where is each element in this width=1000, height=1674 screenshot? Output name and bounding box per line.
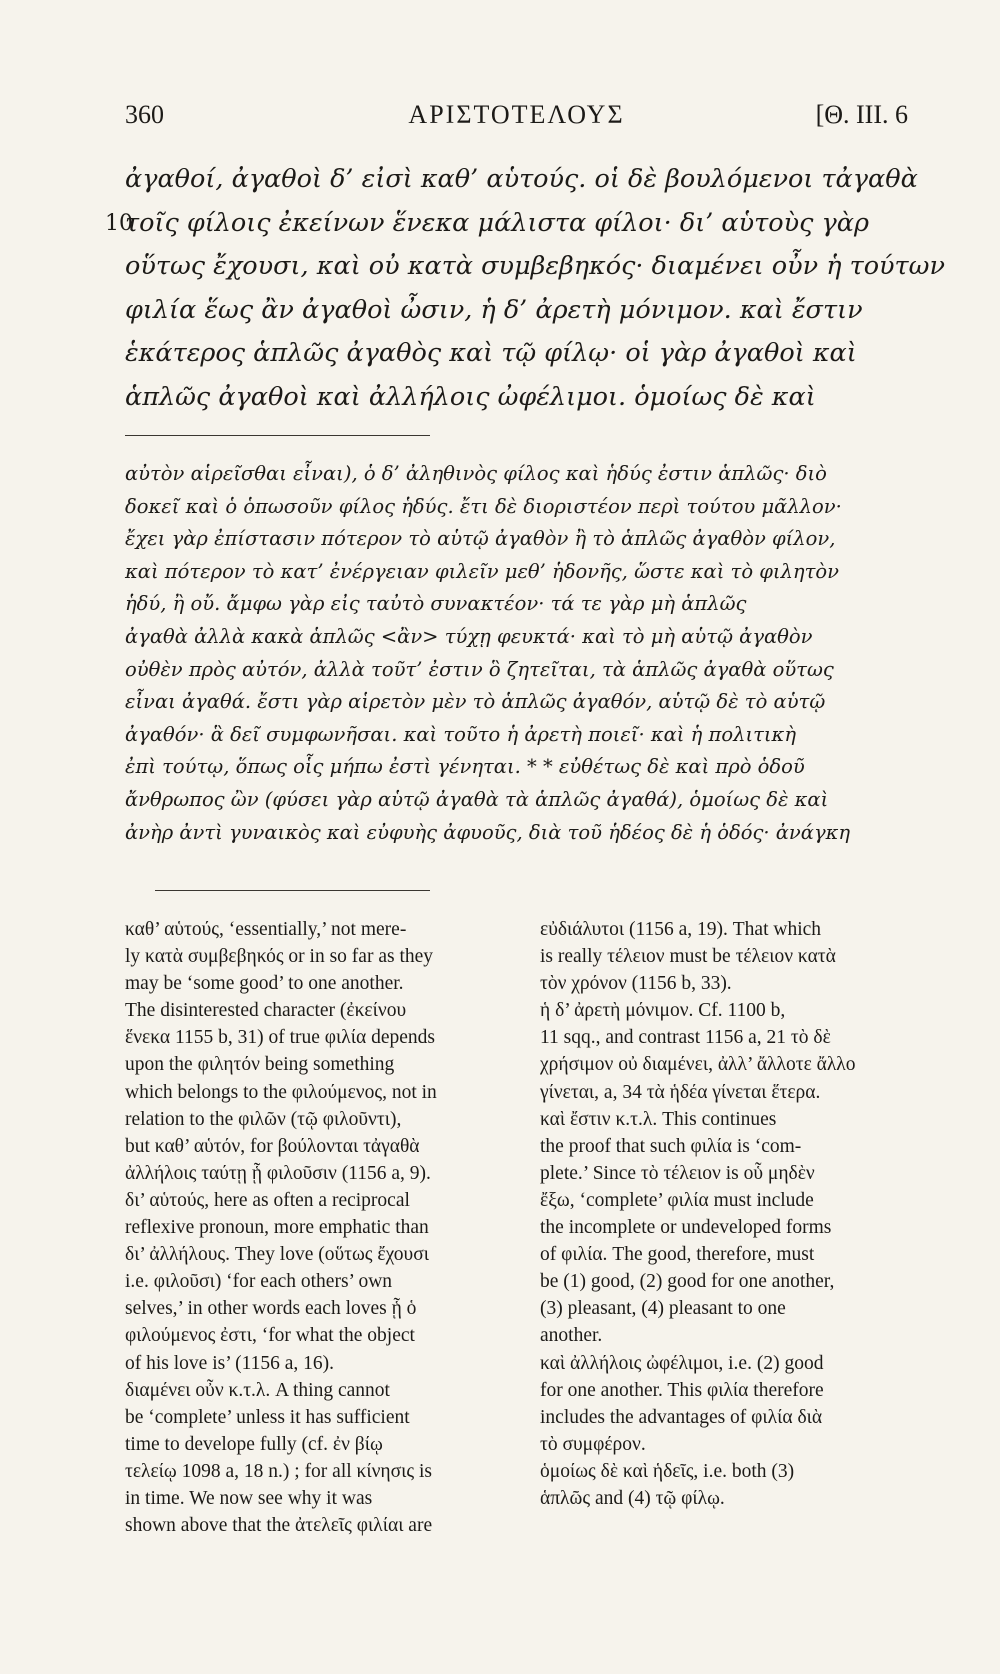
commentary-line: which belongs to the φιλούμενος, not in (125, 1081, 437, 1103)
running-header (125, 100, 908, 140)
note-line: ἀγαθὰ ἀλλὰ κακὰ ἁπλῶς <ἂν> τύχῃ φευκτά· καὶ τὸ μὴ αὑτῷ ἀγαθὸν (125, 624, 813, 648)
note-line: ἄνθρωπος ὢν (φύσει γὰρ αὑτῷ ἀγαθὰ τὰ ἁπλῶς ἀγαθά), ὁμοίως δὲ καὶ (125, 787, 829, 811)
text-line: ἀγαθοί, ἀγαθοὶ δ’ εἰσὶ καθ’ αὑτούς. οἱ δὲ βουλόμενοι τἀγαθὰ (125, 164, 918, 194)
note-line: ἐπὶ τούτῳ, ὅπως οἷς μήπω ἐστὶ γένηται. * * εὐθέτως δὲ καὶ πρὸ ὁδοῦ (125, 755, 805, 779)
note-line: δοκεῖ καὶ ὁ ὁπωσοῦν φίλος ἡδύς. ἔτι δὲ διοριστέον περὶ τούτου μᾶλλον· (125, 494, 842, 518)
commentary-line: δι’ ἀλλήλους. They love (οὕτως ἔχουσι (125, 1244, 429, 1266)
note-line: αὐτὸν αἱρεῖσθαι εἶναι), ὁ δ’ ἀληθινὸς φίλος καὶ ἡδύς ἐστιν ἁπλῶς· διὸ (125, 462, 827, 485)
note-line: οὐθὲν πρὸς αὐτόν, ἀλλὰ τοῦτ’ ἐστιν ὃ ζητεῖται, τὰ ἁπλῶς ἀγαθὰ οὕτως (125, 657, 834, 681)
commentary-left-column (125, 916, 510, 1539)
main-greek-text (105, 158, 945, 420)
commentary-line: ἀλλήλοις ταύτῃ ᾗ φιλοῦσιν (1156 a, 9). (125, 1162, 431, 1184)
commentary-line: another. (540, 1325, 603, 1347)
commentary-line: χρήσιμον οὐ διαμένει, ἀλλ’ ἄλλοτε ἄλλο (540, 1054, 856, 1076)
note-line: ἔχει γὰρ ἐπίστασιν πότερον τὸ αὑτῷ ἀγαθὸν ἢ τὸ ἁπλῶς ἀγαθὸν φίλον, (125, 527, 836, 551)
commentary-line: τελείῳ 1098 a, 18 n.) ; for all κίνησις is (125, 1460, 432, 1482)
running-title: ΑΡΙΣΤΟΤΕΛΟΥΣ (408, 100, 625, 129)
commentary-line: διαμένει οὖν κ.τ.λ. A thing cannot (125, 1379, 390, 1401)
commentary-line: the incomplete or undeveloped forms (540, 1217, 832, 1239)
commentary-line: be (1) good, (2) good for one another, (540, 1271, 835, 1293)
commentary-line: ly κατὰ συμβεβηκός or in so far as they (125, 946, 434, 968)
commentary-line: τὸ συμφέρον. (540, 1433, 646, 1455)
greek-footnote (125, 458, 925, 849)
commentary-line: καὶ ἀλλήλοις ὠφέλιμοι, i.e. (2) good (540, 1352, 824, 1374)
note-line: εἶναι ἀγαθά. ἔστι γὰρ αἱρετὸν μὲν τὸ ἁπλῶς ἀγαθόν, αὑτῷ δὲ τὸ αὑτῷ (125, 690, 826, 714)
commentary-line: (3) pleasant, (4) pleasant to one (540, 1298, 786, 1320)
text-line: 10 τοῖς φίλοις ἐκείνων ἕνεκα μάλιστα φίλοι· δι’ αὑτοὺς γὰρ (105, 202, 925, 246)
commentary-line: of φιλία. The good, therefore, must (540, 1244, 815, 1266)
note-line: ἀνὴρ ἀντὶ γυναικὸς καὶ εὐφυὴς ἀφυοῦς, διὰ τοῦ ἡδέος δὲ ἡ ὁδός· ἀνάγκη (125, 820, 851, 844)
commentary-line: in time. We now see why it was (125, 1487, 373, 1509)
divider-rule (125, 435, 430, 436)
text-line: φιλία ἕως ἂν ἀγαθοὶ ὦσιν, ἡ δ’ ἀρετὴ μόνιμον. καὶ ἔστιν (125, 294, 863, 325)
commentary-line: time to develope fully (cf. ἐν βίῳ (125, 1433, 383, 1455)
page-number: 360 (125, 100, 164, 129)
commentary-line: ἔξω, ‘complete’ φιλία must include (540, 1189, 814, 1211)
commentary-line: δι’ αὑτούς, here as often a reciprocal (125, 1189, 410, 1211)
commentary-line: is really τέλειον must be τέλειον κατὰ (540, 946, 836, 968)
text-line: οὕτως ἔχουσι, καὶ οὐ κατὰ συμβεβηκός· διαμένει οὖν ἡ τούτων (125, 251, 945, 282)
text-line: ἁπλῶς ἀγαθοὶ καὶ ἀλλήλοις ὠφέλιμοι. ὁμοίως δὲ καὶ (125, 381, 816, 412)
text-line: ἑκάτερος ἁπλῶς ἀγαθὸς καὶ τῷ φίλῳ· οἱ γὰρ ἀγαθοὶ καὶ (125, 338, 857, 369)
commentary-line: φιλούμενος ἐστι, ‘for what the object (125, 1325, 415, 1347)
note-line: ἡδύ, ἢ οὔ. ἄμφω γὰρ εἰς ταὐτὸ συνακτέον· τά τε γὰρ μὴ ἁπλῶς (125, 592, 747, 616)
line-number: 10 (105, 210, 133, 236)
commentary-line: εὐδιάλυτοι (1156 a, 19). That which (540, 919, 822, 940)
commentary-line: for one another. This φιλία therefore (540, 1379, 824, 1401)
commentary-right-column (540, 916, 925, 1512)
commentary-line: τὸν χρόνον (1156 b, 33). (540, 973, 732, 995)
commentary-line: ὁμοίως δὲ καὶ ἡδεῖς, i.e. both (3) (540, 1460, 795, 1482)
commentary-line: καὶ ἔστιν κ.τ.λ. This continues (540, 1108, 777, 1130)
commentary-line: upon the φιλητόν being something (125, 1054, 395, 1076)
commentary-line: καθ’ αὑτούς, ‘essentially,’ not mere- (125, 919, 407, 940)
commentary-line: ἁπλῶς and (4) τῷ φίλῳ. (540, 1487, 725, 1509)
commentary-line: ἕνεκα 1155 b, 31) of true φιλία depends (125, 1027, 435, 1049)
commentary-line: may be ‘some good’ to one another. (125, 973, 404, 995)
commentary-line: the proof that such φιλία is ‘com- (540, 1135, 802, 1157)
commentary-line: i.e. φιλοῦσι) ‘for each others’ own (125, 1271, 393, 1293)
divider-rule (155, 890, 430, 891)
commentary-line: The disinterested character (ἐκείνου (125, 1000, 407, 1022)
note-line: ἀγαθόν· ἃ δεῖ συμφωνῆσαι. καὶ τοῦτο ἡ ἀρετὴ ποιεῖ· καὶ ἡ πολιτικὴ (125, 722, 796, 746)
commentary-line: shown above that the ἀτελεῖς φιλίαι are (125, 1515, 433, 1537)
commentary-line: γίνεται, a, 34 τὰ ἡδέα γίνεται ἕτερα. (540, 1081, 821, 1103)
commentary-line: 11 sqq., and contrast 1156 a, 21 τὸ δὲ (540, 1027, 831, 1049)
note-line: καὶ πότερον τὸ κατ’ ἐνέργειαν φιλεῖν μεθ’ ἡδονῆς, ὥστε καὶ τὸ φιλητὸν (125, 559, 839, 583)
commentary-line: selves,’ in other words each loves ᾗ ὁ (125, 1298, 417, 1320)
section-reference: [Θ. III. 6 (815, 100, 908, 129)
commentary-line: plete.’ Since τὸ τέλειον is οὗ μηδὲν (540, 1162, 815, 1184)
commentary-line: relation to the φιλῶν (τῷ φιλοῦντι), (125, 1108, 402, 1130)
commentary-line: be ‘complete’ unless it has sufficient (125, 1406, 410, 1428)
commentary-line: includes the advantages of φιλία διὰ (540, 1406, 823, 1428)
commentary-line: of his love is’ (1156 a, 16). (125, 1352, 335, 1374)
commentary-line: but καθ’ αὑτόν, for βούλονται τἀγαθὰ (125, 1135, 420, 1157)
commentary-line: ἡ δ’ ἀρετὴ μόνιμον. Cf. 1100 b, (540, 1000, 786, 1022)
commentary-line: reflexive pronoun, more emphatic than (125, 1217, 429, 1239)
